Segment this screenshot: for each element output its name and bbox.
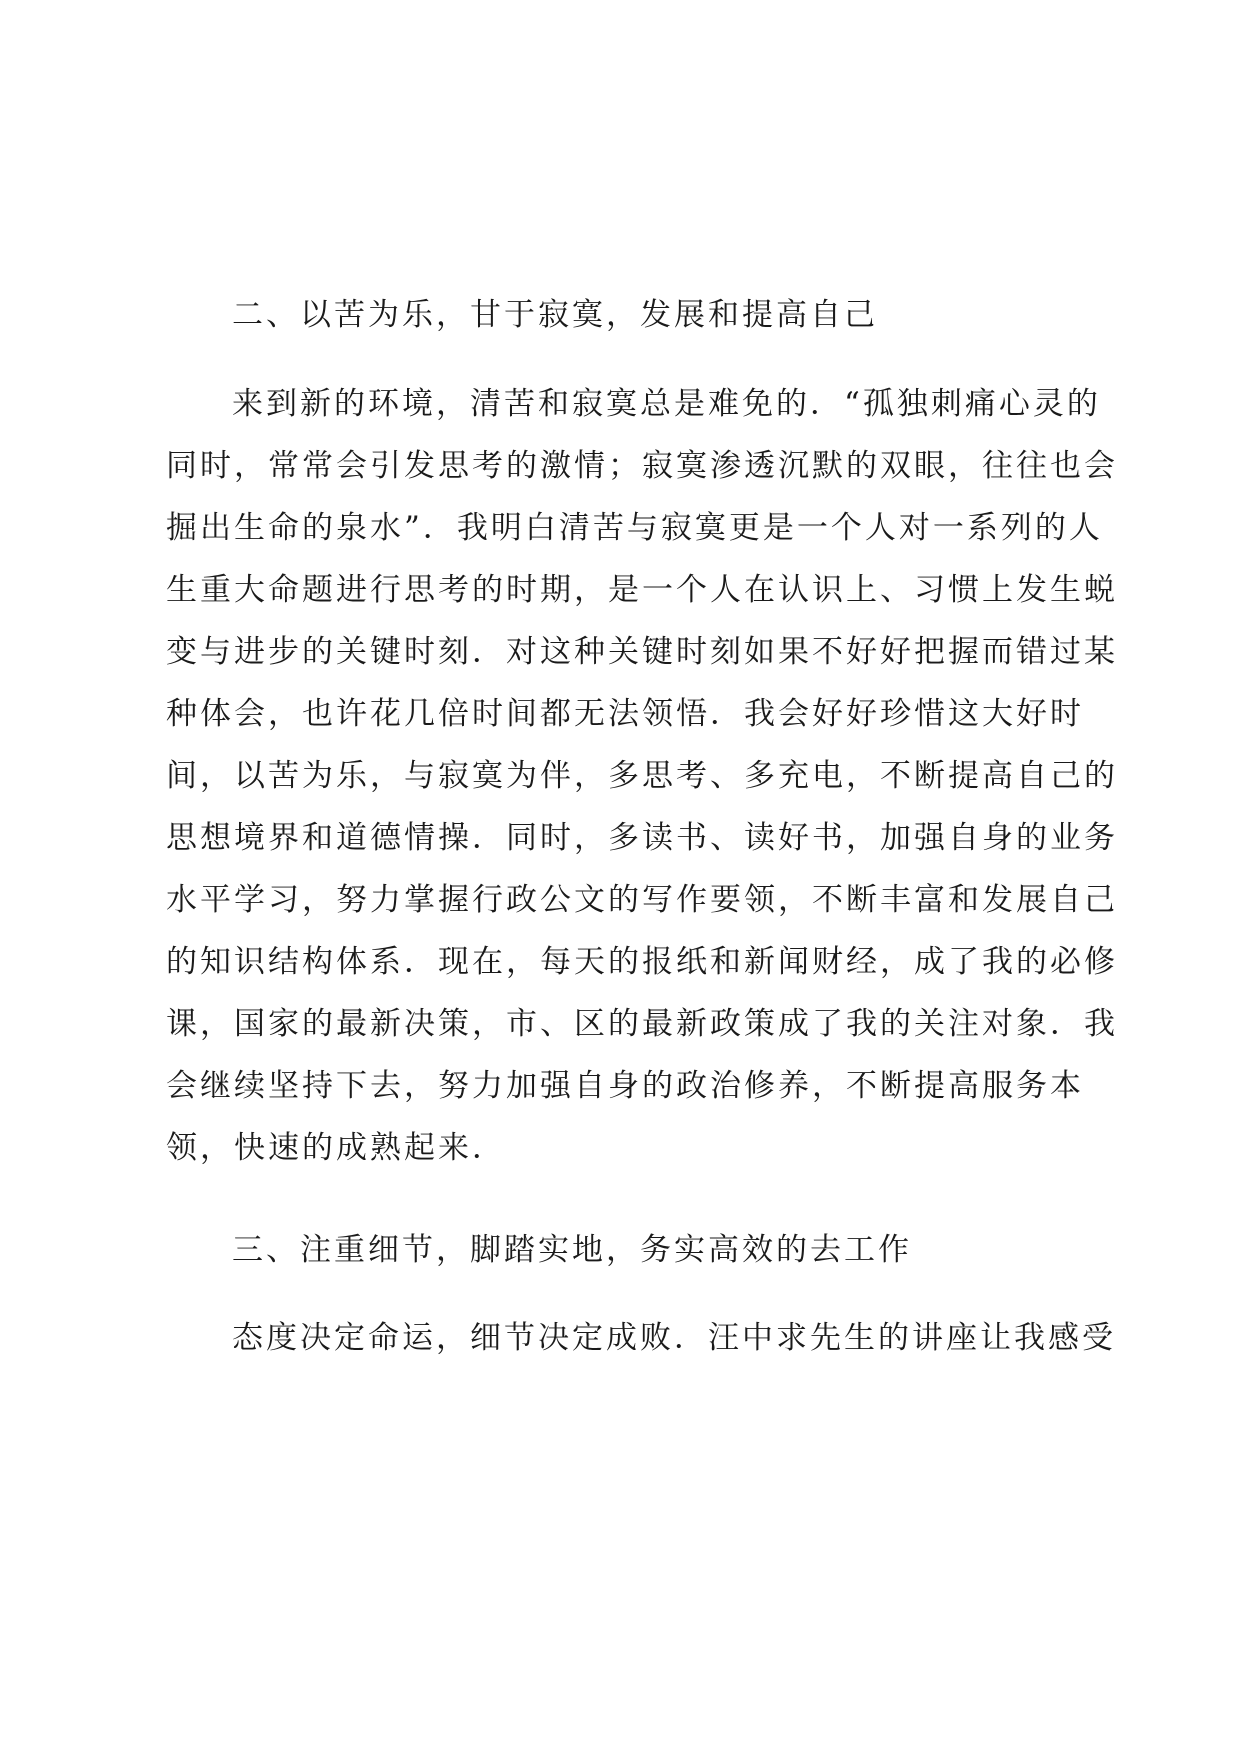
paragraph-line: 间，以苦为乐，与寂寞为伴，多思考、多充电，不断提高自己的 (166, 758, 1118, 794)
paragraph-line: 生重大命题进行思考的时期，是一个人在认识上、习惯上发生蜕 (166, 572, 1118, 608)
paragraph-line: 同时，常常会引发思考的激情；寂寞渗透沉默的双眼，往往也会 (166, 448, 1118, 484)
paragraph-line: 的知识结构体系．现在，每天的报纸和新闻财经，成了我的必修 (166, 944, 1118, 980)
section-3-heading: 三、注重细节，脚踏实地，务实高效的去工作 (232, 1232, 912, 1268)
paragraph-line: 来到新的环境，清苦和寂寞总是难免的．“孤独刺痛心灵的 (232, 386, 1101, 422)
paragraph-line: 思想境界和道德情操．同时，多读书、读好书，加强自身的业务 (166, 820, 1118, 856)
paragraph-line: 掘出生命的泉水”．我明白清苦与寂寞更是一个人对一系列的人 (166, 510, 1103, 546)
paragraph-line: 课，国家的最新决策，市、区的最新政策成了我的关注对象．我 (166, 1006, 1118, 1042)
section-2-heading: 二、以苦为乐，甘于寂寞，发展和提高自己 (232, 297, 878, 333)
paragraph-line: 会继续坚持下去，努力加强自身的政治修养，不断提高服务本 (166, 1068, 1084, 1104)
paragraph-line: 种体会，也许花几倍时间都无法领悟．我会好好珍惜这大好时 (166, 696, 1084, 732)
paragraph-line: 态度决定命运，细节决定成败．汪中求先生的讲座让我感受 (232, 1320, 1116, 1356)
paragraph-line: 变与进步的关键时刻．对这种关键时刻如果不好好把握而错过某 (166, 634, 1118, 670)
paragraph-line: 领，快速的成熟起来． (166, 1130, 506, 1166)
paragraph-line: 水平学习，努力掌握行政公文的写作要领，不断丰富和发展自己 (166, 882, 1118, 918)
